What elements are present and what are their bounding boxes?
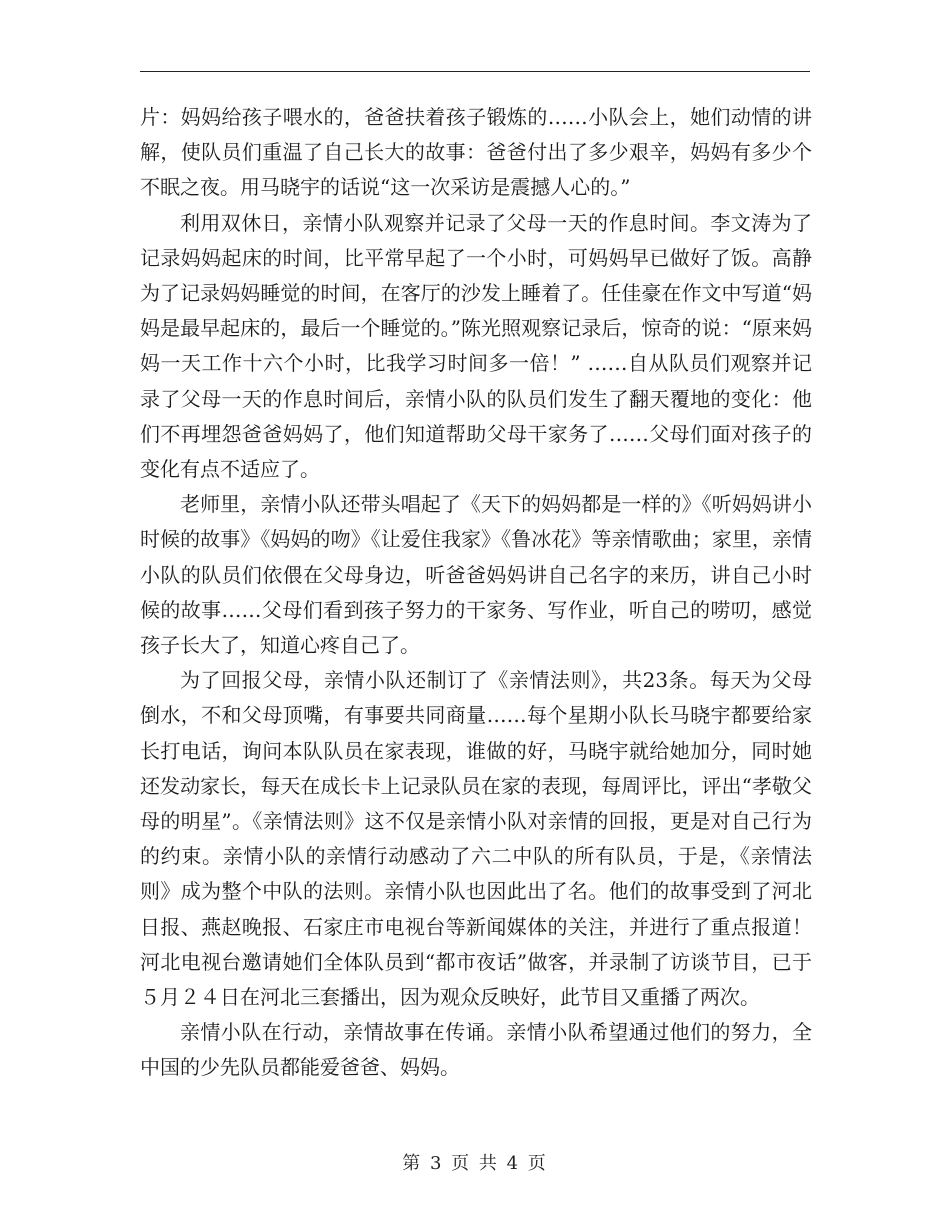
paragraph-4: 为了回报父母，亲情小队还制订了《亲情法则》，共23条。每天为父母倒水，不和父母顶嘴，有事要共同商量……每个星期小队长马晓宇都要给家长打电话，询问本队队员在家表现，谁做的好，马晓宇就给她加分，同时她还发动家长，每天在成长卡上记录队员在家的表现，每周评比，评出“孝敬父母的明星”。《亲情法则》这不仅是亲情小队对亲情的回报，更是对自己行为的约束。亲情小队的亲情行动感动了六二中队的所有队员，于是，《亲情法则》成为整个中队的法则。亲情小队也因此出了名。他们的故事受到了河北日报、燕赵晚报、石家庄市电视台等新闻媒体的关注，并进行了重点报道！河北电视台邀请她们全体队员到“都市夜话”做客，并录制了访谈节目，已于５月２４日在河北三套播出，因为观众反映好，此节目又重播了两次。 <box>140 668 812 1010</box>
paragraph-2: 利用双休日，亲情小队观察并记录了父母一天的作息时间。李文涛为了记录妈妈起床的时间，比平常早起了一个小时，可妈妈早已做好了饭。高静为了记录妈妈睡觉的时间，在客厅的沙发上睡着了。任佳豪在作文中写道“妈妈是最早起床的，最后一个睡觉的。”陈光照观察记录后，惊奇的说：“原来妈妈一天工作十六个小时，比我学习时间多一倍！” ……自从队员们观察并记录了父母一天的作息时间后，亲情小队的队员们发生了翻天覆地的变化：他们不再埋怨爸爸妈妈了，他们知道帮助父母干家务了……父母们面对孩子的变化有点不适应了。 <box>140 210 812 482</box>
paragraph-5: 亲情小队在行动，亲情故事在传诵。亲情小队希望通过他们的努力，全中国的少先队员都能爱爸爸、妈妈。 <box>140 1020 812 1080</box>
page-number: 第 3 页 共 4 页 <box>402 1153 548 1174</box>
paragraph-1: 片：妈妈给孩子喂水的，爸爸扶着孩子锻炼的……小队会上，她们动情的讲解，使队员们重温了自己长大的故事：爸爸付出了多少艰辛，妈妈有多少个不眠之夜。用马晓宇的话说“这一次采访是震撼人心的。” <box>140 105 812 200</box>
header-rule <box>140 71 810 72</box>
document-body <box>140 100 812 1086</box>
paragraph-3: 老师里，亲情小队还带头唱起了《天下的妈妈都是一样的》《听妈妈讲小时候的故事》《妈妈的吻》《让爱住我家》《鲁冰花》等亲情歌曲；家里，亲情小队的队员们依偎在父母身边，听爸爸妈妈讲自己名字的来历，讲自己小时候的故事……父母们看到孩子努力的干家务、写作业，听自己的唠叨，感觉孩子长大了，知道心疼自己了。 <box>140 492 812 658</box>
